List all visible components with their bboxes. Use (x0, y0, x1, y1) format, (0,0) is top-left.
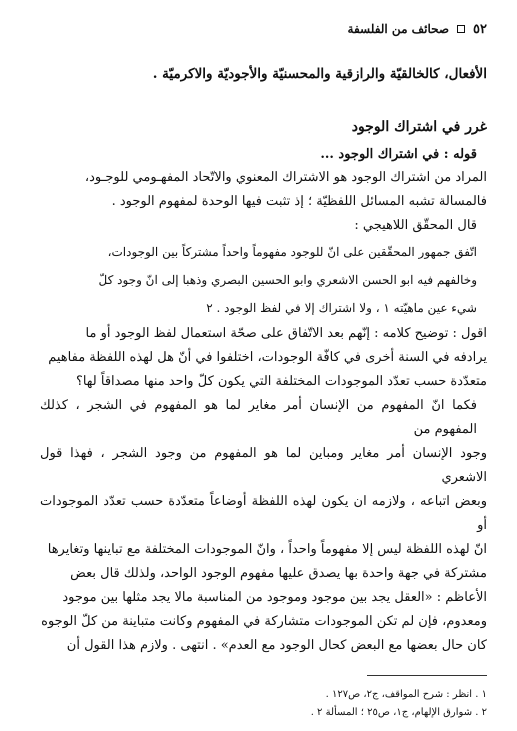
paragraph-line: الأعاظم : «العقل يجد بين موجود وموجود من المناسبة مالا يجد مثلها بين موجود (62, 590, 487, 605)
paragraph-line: اقول : توضيح كلامه : إنّهم بعد الاتّفاق على صحّة استعمال لفظ الوجود أو ما (85, 326, 487, 341)
paragraph-line: فكما انّ المفهوم من الإنسان أمر مغاير لما هو المفهوم في الشجر ، كذلك المفهوم من (40, 398, 477, 437)
paragraph-line: كان حال بعضها مع البعض كحال الوجود مع العدم» . انتهى . ولازم هذا القول أن (66, 638, 487, 653)
footnote-divider (367, 675, 487, 676)
paragraph-2 (40, 322, 487, 394)
paragraph-line: فالمسالة تشبه المسائل اللفظيّة ؛ إذ تثبت فيها الوحدة لمفهوم الوجود . (111, 194, 487, 209)
square-ornament-icon (457, 25, 465, 33)
paragraph-line: متعدّدة حسب تعدّد الموجودات المختلفة التي يكون كلّ واحد منها مصداقاً لها؟ (75, 374, 487, 389)
block-quote (40, 238, 487, 322)
paragraph-line: وجود الإنسان أمر مغاير ومباين لما هو المفهوم من وجود الشجر ، فهذا قول الاشعري (40, 446, 487, 485)
paragraph-line: وبعض اتباعه ، ولازمه ان يكون لهذه اللفظة أوضاعاً متعدّدة حسب تعدّد الموجودات أو (40, 494, 487, 533)
paragraph-1 (40, 166, 487, 214)
running-title: صحائف من الفلسفة (347, 22, 450, 36)
quote-line: شيء عين ماهيّته ١ ، ولا اشتراك إلا في لفظ الوجود . ٢ (206, 301, 477, 315)
footnotes (40, 686, 487, 722)
footnote-1: ١ . انظر : شرح المواقف، ج٢، ص١٢٧ . (325, 689, 487, 700)
running-header (40, 18, 487, 40)
quote-line: وخالفهم فيه ابو الحسن الاشعري وابو الحسين البصري وذهبا إلى انّ وجود كلّ (98, 273, 477, 287)
page-number: ٥٢ (473, 21, 487, 37)
footnote-2: ٢ . شوارق الإلهام، ج١، ص٢٥ ؛ المسألة ٢ . (310, 707, 487, 718)
paragraph-line: انّ لهذه اللفظة ليس إلا مفهوماً واحداً ، وانّ الموجودات المختلفة مع تباينها وتغايرها (47, 542, 487, 557)
paragraph-line: ومعدوم، فإن لم تكن الموجودات متشاركة في المفهوم وكانت متباينة من كلّ الوجوه (41, 614, 487, 629)
quote-label: قوله : في اشتراك الوجود ... (320, 147, 477, 162)
intro-line: الأفعال، كالخالقيّة والرازقية والمحسنيّة والأجوديّة والاكرميّة . (152, 66, 487, 82)
paragraph-3 (40, 394, 487, 658)
paragraph-line: يرادفه في السنة أخرى في كافّة الوجودات، اختلفوا في أنّ هل لهذه اللفظة مفاهيم (48, 350, 487, 365)
lahiji-label: قال المحقّق اللاهيجي : (354, 218, 477, 233)
quote-line: اتّفق جمهور المحقّقين على انّ للوجود مفهوماً واحداً مشتركاً بين الوجودات، (107, 245, 477, 259)
paragraph-line: المراد من اشتراك الوجود هو الاشتراك المعنوي والاتّحاد المفهـومي للوجـود، (84, 170, 487, 185)
section-title: غرر في اشتراك الوجود (351, 119, 487, 135)
paragraph-line: مشتركة في جهة واحدة بها يصدق عليها مفهوم الوجود الواحد، ولذلك قال بعض (70, 566, 487, 581)
